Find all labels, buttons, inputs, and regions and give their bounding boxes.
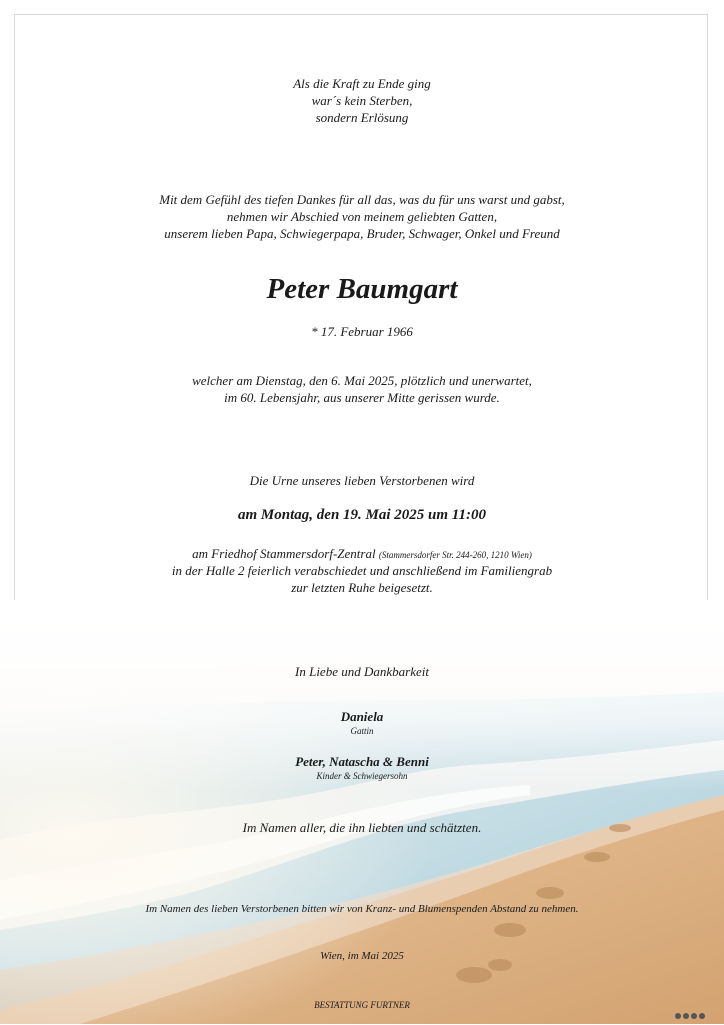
motto-line-3: sondern Erlösung (315, 110, 409, 125)
location-line-2: in der Halle 2 feierlich verabschiedet und anschließend im Familiengrab (171, 563, 553, 578)
cemetery-name: am Friedhof Stammersdorf-Zentral (192, 546, 376, 561)
intro-line-3: unserem lieben Papa, Schwiegerpapa, Bruder, Schwager, Onkel und Freund (164, 226, 560, 241)
death-text-line-1: welcher am Dienstag, den 6. Mai 2025, plötzlich und unerwartet, (192, 373, 532, 388)
death-text-line-2: im 60. Lebensjahr, aus unserer Mitte gerissen wurde. (224, 390, 500, 405)
motto-line-1: Als die Kraft zu Ende ging (293, 76, 431, 91)
deceased-name: Peter Baumgart (266, 273, 458, 305)
birth-date: * 17. Februar 1966 (311, 324, 413, 339)
undertaker-logo-icon (674, 1006, 708, 1016)
closing-phrase: In Liebe und Dankbarkeit (295, 664, 429, 679)
all-names-line: Im Namen aller, die ihn liebten und schätzten. (242, 820, 482, 835)
cemetery-address: (Stammersdorfer Str. 244-260, 1210 Wien) (378, 550, 532, 560)
donation-note: Im Namen des lieben Verstorbenen bitten wir von Kranz- und Blumenspenden Abstand zu nehmen. (145, 903, 579, 915)
urn-intro: Die Urne unseres lieben Verstorbenen wird (249, 473, 475, 488)
undertaker: BESTATTUNG FURTNER (314, 1000, 410, 1010)
mourner-name-2: Peter, Natascha & Benni (295, 754, 429, 769)
mourner-name-1: Daniela (340, 709, 384, 724)
place-date: Wien, im Mai 2025 (320, 950, 404, 962)
intro-line-1: Mit dem Gefühl des tiefen Dankes für all das, was du für uns warst und gabst, (159, 192, 565, 207)
mourner-role-2: Kinder & Schwiegersohn (316, 771, 408, 781)
location-line-3: zur letzten Ruhe beigesetzt. (291, 580, 433, 595)
ceremony-date: am Montag, den 19. Mai 2025 um 11:00 (238, 507, 486, 523)
motto-line-2: war´s kein Sterben, (311, 93, 413, 108)
intro-line-2: nehmen wir Abschied von meinem geliebten Gatten, (226, 209, 498, 224)
mourner-role-1: Gattin (350, 726, 374, 736)
